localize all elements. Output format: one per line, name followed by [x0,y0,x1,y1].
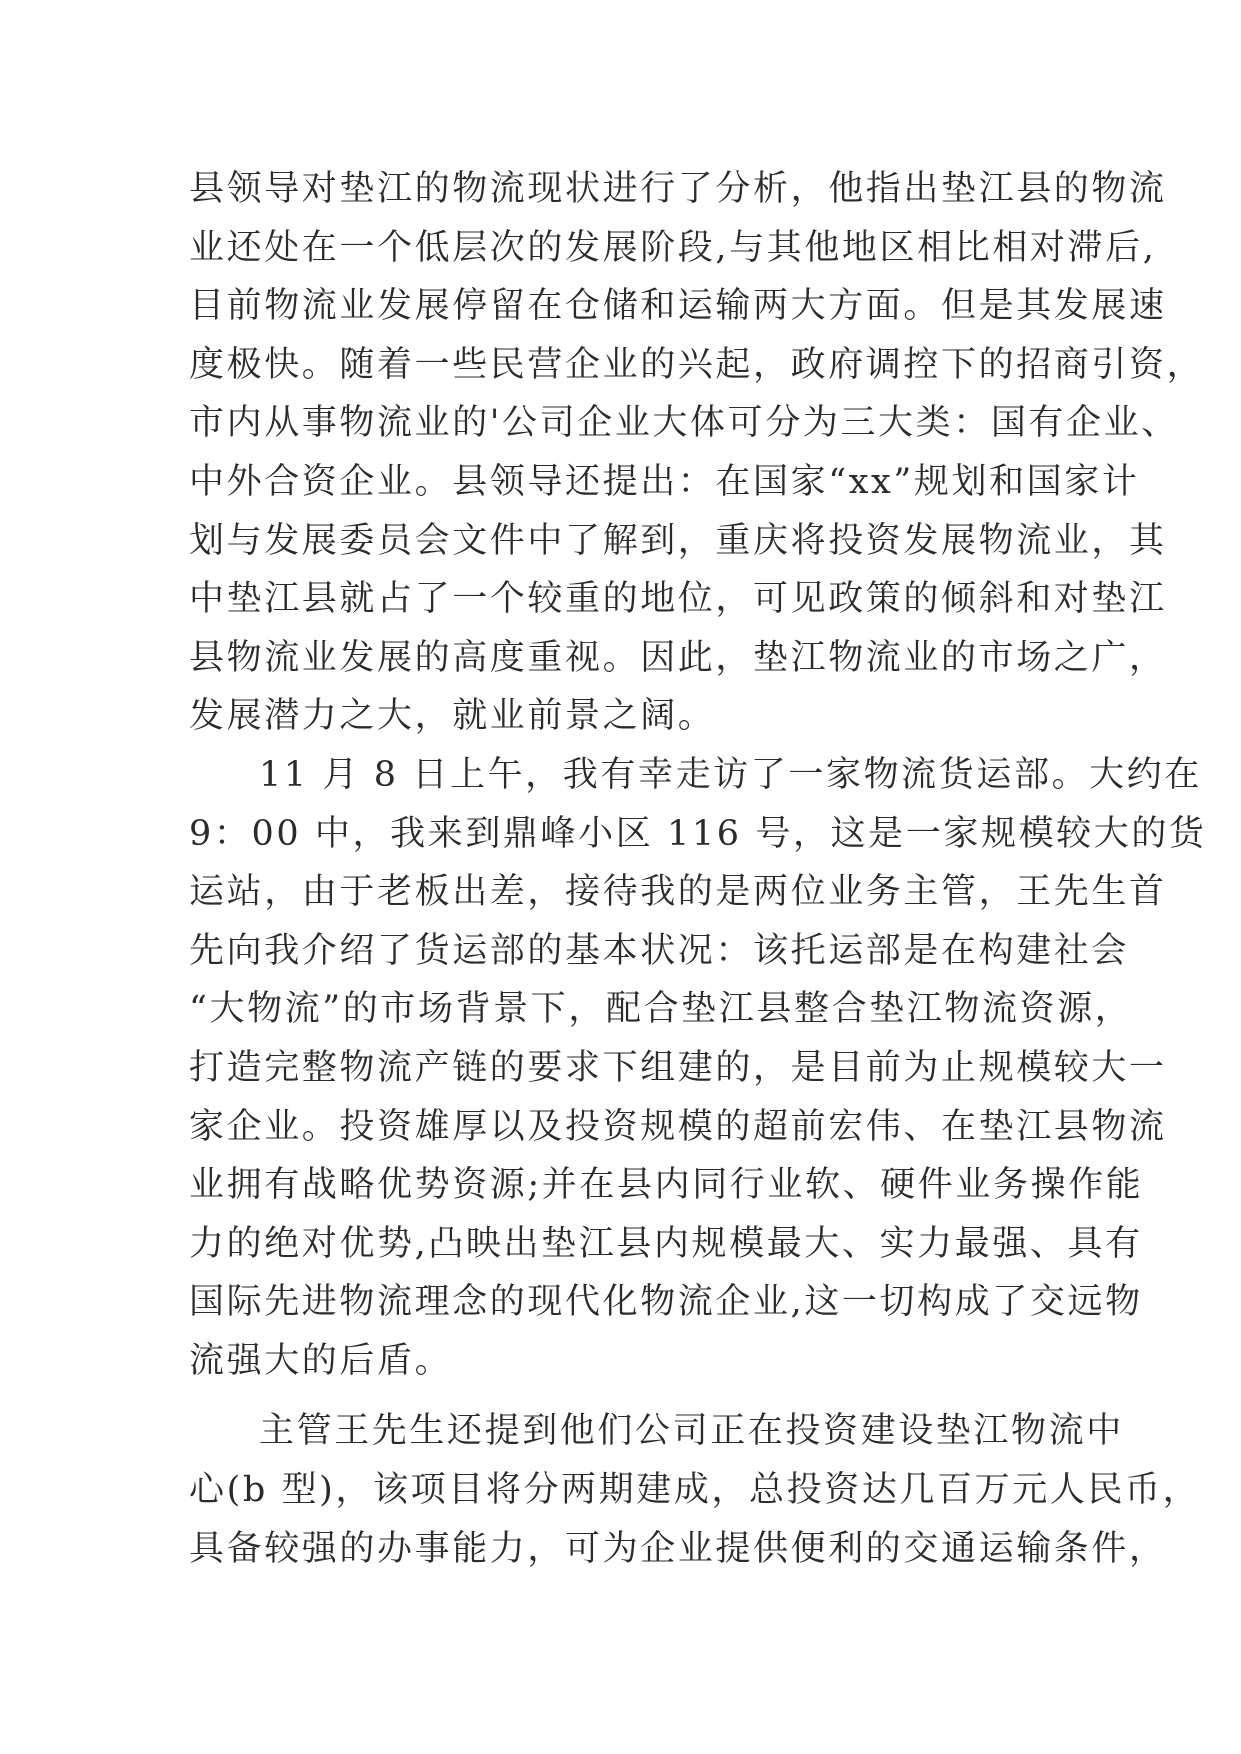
text-line: 流强大的后盾。 [189,1340,453,1381]
text-line: 具备较强的办事能力，可为企业提供便利的交通运输条件， [189,1528,1167,1569]
text-line: 心(b 型)，该项目将分两期建成，总投资达几百万元人民币， [189,1470,1201,1511]
text-line: 国际先进物流理念的现代化物流企业,这一切构成了交远物 [189,1282,1143,1323]
paragraph-1 [189,160,1205,746]
text-line: 家企业。投资雄厚以及投资规模的超前宏伟、在垫江县物流 [189,1106,1167,1147]
text-line: 划与发展委员会文件中了解到，重庆将投资发展物流业，其 [189,520,1167,561]
text-line: 市内从事物流业的'公司企业大体可分为三大类：国有企业、 [189,403,1179,444]
text-line: 中外合资企业。县领导还提出：在国家“xx”规划和国家计 [189,461,1140,502]
text-line: 主管王先生还提到他们公司正在投资建设垫江物流中 [259,1411,1124,1452]
text-line: 中垫江县就占了一个较重的地位，可见政策的倾斜和对垫江 [189,579,1167,620]
text-line: 县物流业发展的高度重视。因此，垫江物流业的市场之广， [189,637,1167,678]
text-line: 力的绝对优势,凸映出垫江县内规模最大、实力最强、具有 [189,1223,1143,1264]
text-line: 度极快。随着一些民营企业的兴起，政府调控下的招商引资， [189,344,1205,385]
text-line: 县领导对垫江的物流现状进行了分析，他指出垫江县的物流 [189,169,1167,209]
text-line: 目前物流业发展停留在仓储和运输两大方面。但是其发展速 [189,286,1167,327]
text-line: 业还处在一个低层次的发展阶段,与其他地区相比相对滞后, [189,227,1157,268]
text-line: 打造完整物流产链的要求下组建的，是目前为止规模较大一 [189,1047,1167,1088]
paragraph-spacer [189,1390,1089,1402]
text-line: “大物流”的市场背景下，配合垫江县整合垫江物流资源， [189,989,1133,1030]
text-line: 发展潜力之大，就业前景之阔。 [189,696,716,737]
paragraph-3 [189,1402,1201,1578]
text-line: 运站，由于老板出差，接待我的是两位业务主管，王先生首 [189,872,1167,913]
text-line: 11 月 8 日上午，我有幸走访了一家物流货运部。大约在 [259,754,1202,795]
text-line: 业拥有战略优势资源;并在县内同行业软、硬件业务操作能 [189,1165,1144,1206]
document-body [189,160,1207,1578]
text-line: 先向我介绍了货运部的基本状况：该托运部是在构建社会 [189,930,1130,971]
paragraph-2 [189,746,1207,1391]
text-line: 9：00 中，我来到鼎峰小区 116 号，这是一家规模较大的货 [189,813,1207,854]
